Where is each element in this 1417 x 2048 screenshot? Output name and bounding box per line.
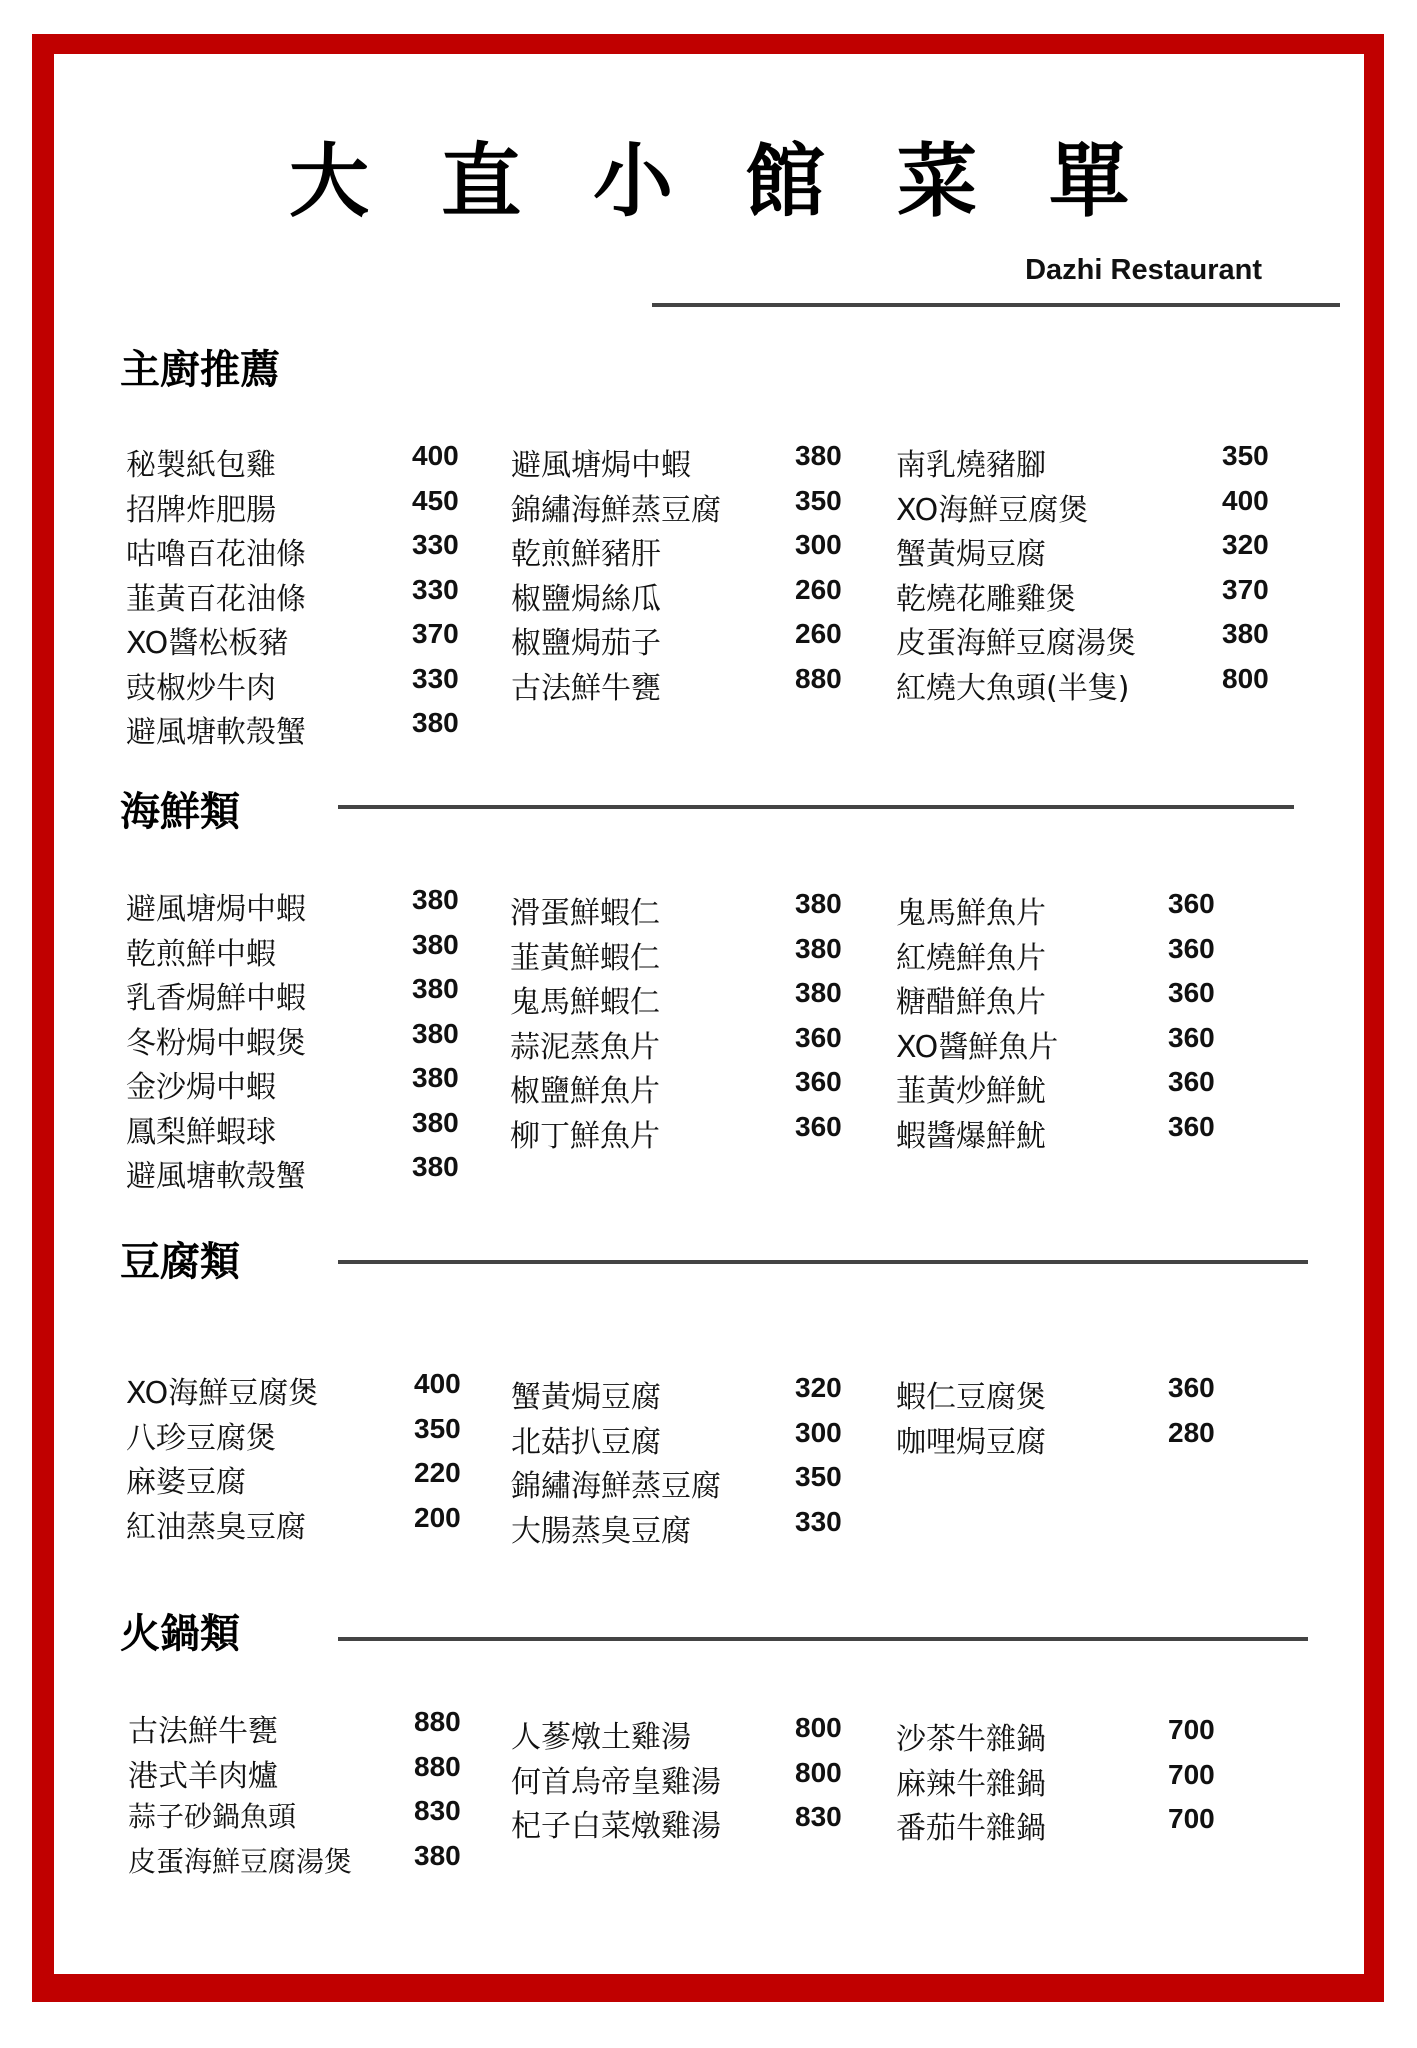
menu-item [126, 1151, 466, 1196]
item-name: XO醬鮮魚片 [896, 1029, 1059, 1065]
item-price: 200 [414, 1501, 461, 1533]
menu-item [511, 485, 851, 530]
item-name: 椒鹽焗茄子 [511, 626, 661, 661]
chef-column-3 [896, 440, 1336, 707]
menu-item [126, 1018, 466, 1063]
item-price: 330 [412, 529, 459, 560]
item-price: 380 [412, 1106, 459, 1138]
item-price: 280 [1168, 1416, 1215, 1448]
menu-item [896, 1759, 1296, 1804]
item-price: 800 [1222, 662, 1269, 694]
item-price: 350 [414, 1412, 461, 1444]
tofu-divider [338, 1260, 1308, 1264]
item-name: 麻婆豆腐 [126, 1465, 246, 1500]
menu-item [511, 529, 851, 574]
item-price: 360 [795, 1066, 842, 1097]
menu-item [128, 1795, 468, 1840]
menu-item [126, 574, 466, 619]
item-name: 蝦仁豆腐煲 [896, 1380, 1046, 1415]
item-name: 韮黃炒鮮魷 [896, 1074, 1046, 1109]
menu-item [126, 929, 466, 974]
menu-item [126, 973, 466, 1018]
item-price: 380 [412, 707, 459, 738]
seafood-divider [338, 805, 1294, 809]
menu-title: 大直小館菜單 [289, 135, 1201, 228]
item-name: XO海鮮豆腐煲 [896, 492, 1089, 528]
menu-item [126, 1457, 466, 1502]
hotpot-column-3 [896, 1714, 1296, 1848]
item-price: 380 [795, 932, 842, 964]
restaurant-english-name: Dazhi Restaurant [1025, 254, 1262, 286]
item-price: 360 [1168, 932, 1215, 964]
item-name: 避風塘焗中蝦 [511, 448, 691, 483]
item-price: 360 [1168, 977, 1215, 1008]
item-name: 八珍豆腐煲 [126, 1420, 276, 1456]
item-name: 乾煎鮮中蝦 [126, 936, 276, 972]
item-name: 杞子白菜燉雞湯 [511, 1809, 721, 1844]
section-title-chef-recommend: 主廚推薦 [120, 347, 280, 393]
item-name: 麻辣牛雜鍋 [896, 1766, 1046, 1802]
item-name: 錦繡海鮮蒸豆腐 [511, 1469, 721, 1504]
item-price: 880 [414, 1750, 461, 1782]
menu-item [896, 1066, 1296, 1111]
item-name: 韮黃鮮蝦仁 [510, 940, 660, 976]
hotpot-column-1 [128, 1706, 468, 1884]
chef-column-1 [126, 440, 466, 752]
subtitle-divider [652, 303, 1340, 307]
section-title-hotpot: 火鍋類 [120, 1611, 240, 1657]
item-name: 紅燒大魚頭(半隻) [896, 670, 1130, 706]
item-price: 320 [1222, 529, 1269, 560]
item-name: 椒鹽焗絲瓜 [511, 581, 661, 617]
menu-item [126, 1502, 466, 1547]
item-name: 乳香焗鮮中蝦 [126, 981, 306, 1016]
item-name: 秘製紙包雞 [126, 448, 276, 483]
item-price: 320 [795, 1372, 842, 1403]
menu-item [126, 663, 466, 708]
item-price: 400 [414, 1368, 461, 1399]
item-price: 330 [412, 573, 459, 605]
menu-item [511, 1417, 851, 1462]
menu-item [510, 933, 850, 978]
item-name: 金沙焗中蝦 [126, 1070, 276, 1105]
item-name: 豉椒炒牛肉 [126, 670, 276, 706]
menu-item [510, 1111, 850, 1156]
menu-item [896, 1372, 1296, 1417]
item-name: 椒鹽鮮魚片 [510, 1074, 660, 1109]
item-name: 避風塘焗中蝦 [126, 892, 306, 927]
menu-item [511, 1801, 851, 1846]
item-price: 220 [414, 1457, 461, 1488]
item-price: 360 [1168, 1066, 1215, 1097]
item-price: 360 [1168, 1110, 1215, 1142]
seafood-column-1 [126, 884, 466, 1196]
menu-item [126, 1107, 466, 1152]
menu-item [126, 618, 466, 663]
menu-item [511, 1757, 851, 1802]
item-price: 450 [412, 484, 459, 516]
item-name: 乾燒花雕雞煲 [896, 581, 1076, 617]
item-price: 800 [795, 1712, 842, 1743]
item-name: 鳳梨鮮蝦球 [126, 1114, 276, 1150]
menu-page [54, 54, 1364, 1974]
item-price: 380 [795, 440, 842, 471]
section-title-tofu: 豆腐類 [120, 1239, 240, 1285]
chef-column-2 [511, 440, 851, 707]
item-name: 皮蛋海鮮豆腐湯煲 [128, 1844, 353, 1878]
item-name: 紅油蒸臭豆腐 [126, 1509, 306, 1545]
menu-item [511, 1506, 851, 1551]
tofu-column-1 [126, 1368, 466, 1546]
item-price: 260 [795, 573, 842, 605]
item-name: 皮蛋海鮮豆腐湯煲 [896, 626, 1136, 661]
menu-item [896, 574, 1336, 619]
item-price: 830 [414, 1795, 461, 1826]
item-name: 咕嚕百花油條 [126, 537, 306, 572]
item-name: XO醬松板豬 [126, 626, 289, 661]
item-name: 港式羊肉爐 [128, 1758, 278, 1794]
menu-item [511, 1461, 851, 1506]
item-price: 380 [412, 884, 459, 915]
item-name: 滑蛋鮮蝦仁 [510, 896, 660, 931]
menu-item [896, 933, 1296, 978]
item-name: 韮黃百花油條 [126, 581, 306, 617]
item-price: 370 [1222, 573, 1269, 605]
menu-item [126, 485, 466, 530]
menu-item [128, 1840, 468, 1885]
menu-item [126, 529, 466, 574]
item-price: 360 [1168, 888, 1215, 919]
item-name: 沙茶牛雜鍋 [896, 1722, 1046, 1757]
item-price: 830 [795, 1801, 842, 1832]
item-name: 招牌炸肥腸 [126, 492, 276, 528]
item-name: 咖哩焗豆腐 [896, 1424, 1046, 1460]
menu-item [126, 440, 466, 485]
seafood-column-3 [896, 888, 1296, 1155]
seafood-column-2 [510, 888, 850, 1155]
menu-item [511, 1372, 851, 1417]
item-name: 蒜子砂鍋魚頭 [128, 1800, 297, 1833]
item-price: 380 [795, 977, 842, 1008]
item-name: 大腸蒸臭豆腐 [511, 1513, 691, 1549]
item-name: 錦繡海鮮蒸豆腐 [511, 492, 721, 528]
menu-item [896, 663, 1336, 708]
item-price: 260 [795, 618, 842, 649]
item-price: 380 [1222, 618, 1269, 649]
item-price: 350 [1222, 440, 1269, 471]
item-price: 330 [412, 662, 459, 694]
item-name: 蟹黃焗豆腐 [511, 1380, 661, 1415]
menu-item [511, 1712, 851, 1757]
item-price: 360 [1168, 1372, 1215, 1403]
item-name: 南乳燒豬腳 [896, 448, 1046, 483]
item-name: 番茄牛雜鍋 [896, 1811, 1046, 1846]
item-name: 古法鮮牛甕 [511, 670, 661, 706]
item-price: 700 [1168, 1714, 1215, 1745]
menu-item [126, 1368, 466, 1413]
section-title-seafood: 海鮮類 [120, 789, 240, 835]
item-price: 360 [795, 1021, 842, 1053]
menu-item [510, 1066, 850, 1111]
item-price: 330 [795, 1505, 842, 1537]
item-price: 800 [795, 1756, 842, 1788]
item-price: 380 [412, 973, 459, 1004]
menu-item [896, 529, 1336, 574]
item-name: 何首烏帝皇雞湯 [511, 1764, 721, 1800]
item-price: 380 [414, 1839, 461, 1871]
item-name: 避風塘軟殼蟹 [126, 715, 306, 750]
item-price: 300 [795, 1416, 842, 1448]
item-price: 300 [795, 529, 842, 560]
menu-item [896, 618, 1336, 663]
menu-item [126, 884, 466, 929]
item-name: 蒜泥蒸魚片 [510, 1029, 660, 1065]
hotpot-divider [338, 1637, 1308, 1641]
hotpot-column-2 [511, 1712, 851, 1846]
item-price: 380 [412, 1017, 459, 1049]
menu-item [128, 1706, 468, 1751]
item-name: 鬼馬鮮蝦仁 [510, 985, 660, 1020]
menu-item [126, 1062, 466, 1107]
item-price: 370 [412, 618, 459, 649]
item-name: 避風塘軟殼蟹 [126, 1159, 306, 1194]
menu-item [511, 663, 851, 708]
item-price: 880 [414, 1706, 461, 1737]
menu-item [896, 977, 1296, 1022]
menu-item [126, 1413, 466, 1458]
item-price: 360 [795, 1110, 842, 1142]
item-name: 北菇扒豆腐 [511, 1424, 661, 1460]
menu-item [896, 485, 1336, 530]
item-name: 柳丁鮮魚片 [510, 1118, 660, 1154]
item-price: 700 [1168, 1803, 1215, 1834]
menu-item [128, 1751, 468, 1796]
menu-item [896, 1022, 1296, 1067]
item-price: 380 [795, 888, 842, 919]
item-price: 380 [412, 1151, 459, 1182]
item-name: 人蔘燉土雞湯 [511, 1720, 691, 1755]
menu-item [126, 707, 466, 752]
item-name: 蟹黃焗豆腐 [896, 537, 1046, 572]
menu-item [510, 888, 850, 933]
tofu-column-3 [896, 1372, 1296, 1463]
tofu-column-2 [511, 1372, 851, 1550]
menu-red-border [32, 34, 1384, 2002]
item-name: 乾煎鮮豬肝 [511, 537, 661, 572]
menu-item [896, 1417, 1296, 1463]
item-name: 古法鮮牛甕 [128, 1714, 278, 1749]
item-name: XO海鮮豆腐煲 [126, 1376, 319, 1411]
item-price: 350 [795, 1461, 842, 1492]
item-name: 紅燒鮮魚片 [896, 940, 1046, 976]
item-name: 蝦醬爆鮮魷 [896, 1118, 1046, 1154]
item-price: 360 [1168, 1021, 1215, 1053]
menu-item [510, 1022, 850, 1067]
menu-item [511, 440, 851, 485]
item-price: 700 [1168, 1758, 1215, 1790]
item-price: 380 [412, 928, 459, 960]
menu-item [896, 440, 1336, 485]
item-name: 冬粉焗中蝦煲 [126, 1025, 306, 1061]
item-price: 400 [412, 440, 459, 471]
menu-item [896, 1714, 1296, 1759]
item-price: 350 [795, 484, 842, 516]
item-name: 糖醋鮮魚片 [896, 985, 1046, 1020]
menu-item [511, 574, 851, 619]
item-name: 鬼馬鮮魚片 [896, 896, 1046, 931]
menu-item [896, 888, 1296, 933]
item-price: 880 [795, 662, 842, 694]
menu-item [896, 1111, 1296, 1156]
item-price: 400 [1222, 484, 1269, 516]
menu-item [511, 618, 851, 663]
item-price: 380 [412, 1062, 459, 1093]
menu-item [510, 977, 850, 1022]
menu-item [896, 1803, 1296, 1848]
